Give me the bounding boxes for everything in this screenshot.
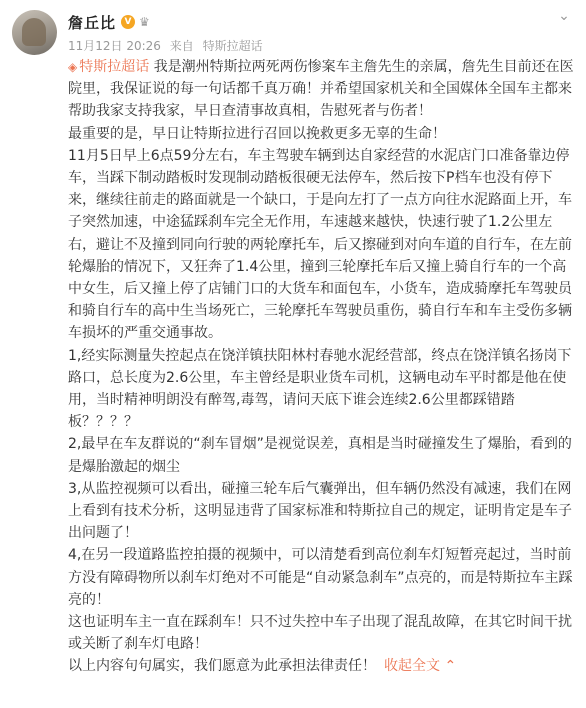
author-name[interactable]: 詹丘比 [68,13,117,32]
paragraph-5: 2,最早在车友群说的“刹车冒烟”是视觉误差，真相是当时碰撞发生了爆胎，看到的是爆胎激起的烟尘 [68,436,572,475]
paragraph-4: 1,经实际测量失控起点在饶洋镇扶阳林村春驰水泥经营部，终点在饶洋镇名扬岗下路口，总长度为2.6公里，车主曾经是职业货车司机，这辆电动车平时都是他在使用，当时精神明朗没有醉驾,毒驾，请问天底下谁会连续2.6公里都踩错踏板？？？？ [68,347,572,431]
paragraph-6: 3,从监控视频可以看出，碰撞三轮车后气囊弹出，但车辆仍然没有减速，我们在网上看到有技术分析，这明显违背了国家标准和特斯拉自己的规定，证明肯定是车子出问题了！ [68,480,572,542]
paragraph-7: 4,在另一段道路监控拍摄的视频中，可以清楚看到高位刹车灯短暂亮起过，当时前方没有障碍物所以刹车灯绝对不可能是“自动紧急刹车”点亮的，而是特斯拉车主踩亮的！ [68,547,573,608]
collapse-link[interactable] [384,658,456,674]
paragraph-3: 11月5日早上6点59分左右，车主驾驶车辆到达自家经营的水泥店门口准备靠边停车，当踩下制动踏板时发现制动踏板很硬无法停车，然后按下P档车也没有停下来，继续往前走的路面就是一个缺口，于是向左打了一点方向往水泥路面上开，车子突然加速，中途猛踩刹车完全无作用，车速越来越快，快速行驶了1.2公里左右，避让不及撞到同向行驶的两轮摩托车，后又擦碰到对向车道的自行车，在左前轮爆胎的情况下，又狂奔了1.4公里，撞到三轮摩托车后又撞上骑自行车的一个高中女生，后又撞上停了店铺门口的大货车和面包车，小货车，造成骑摩托车驾驶员和骑自行车的高中生当场死亡，三轮摩托车驾驶员重伤，骑自行车和车主受伤多辆车损坏的严重交通事故。 [68,147,572,342]
paragraph-2: 最重要的是，早日让特斯拉进行召回以挽救更多无辜的生命！ [68,125,446,142]
author-row [68,12,150,32]
paragraph-text: 以上内容句句属实，我们愿意为此承担法律责任！ [68,658,376,675]
paragraph-8: 这也证明车主一直在踩刹车！只不过失控中车子出现了混乱故障，在其它时间干扰或关断了刹车灯电路！ [68,614,572,653]
post-source[interactable]: 特斯拉超话 [202,39,263,53]
paragraph-text: 我是潮州特斯拉两死两伤惨案车主詹先生的亲属，詹先生目前还在医院里，我保证说的每一句话都千真万确！并希望国家机关和全国媒体全国车主都来帮助我家支持我家，早日查清事故真相，告慰死者与伤者！ [68,59,574,120]
post-header [0,0,586,64]
chevron-down-icon[interactable]: ⌄ [558,8,570,24]
avatar-figure [22,18,46,46]
post-meta [68,37,263,54]
post-content [68,56,574,678]
avatar[interactable] [12,10,57,55]
collapse-label: 收起全文 [384,658,440,675]
paragraph-9 [68,655,574,677]
paragraph-1 [68,56,574,123]
topic-link[interactable]: 特斯拉超话 [79,59,150,75]
verified-icon: V [121,15,135,29]
chevron-up-icon: ⌃ [444,658,457,675]
topic-diamond-icon: ◈ [68,60,78,74]
crown-icon: ♛ [139,15,150,29]
post-time[interactable]: 11月12日 20:26 [68,39,161,53]
source-prefix: 来自 [169,39,194,53]
